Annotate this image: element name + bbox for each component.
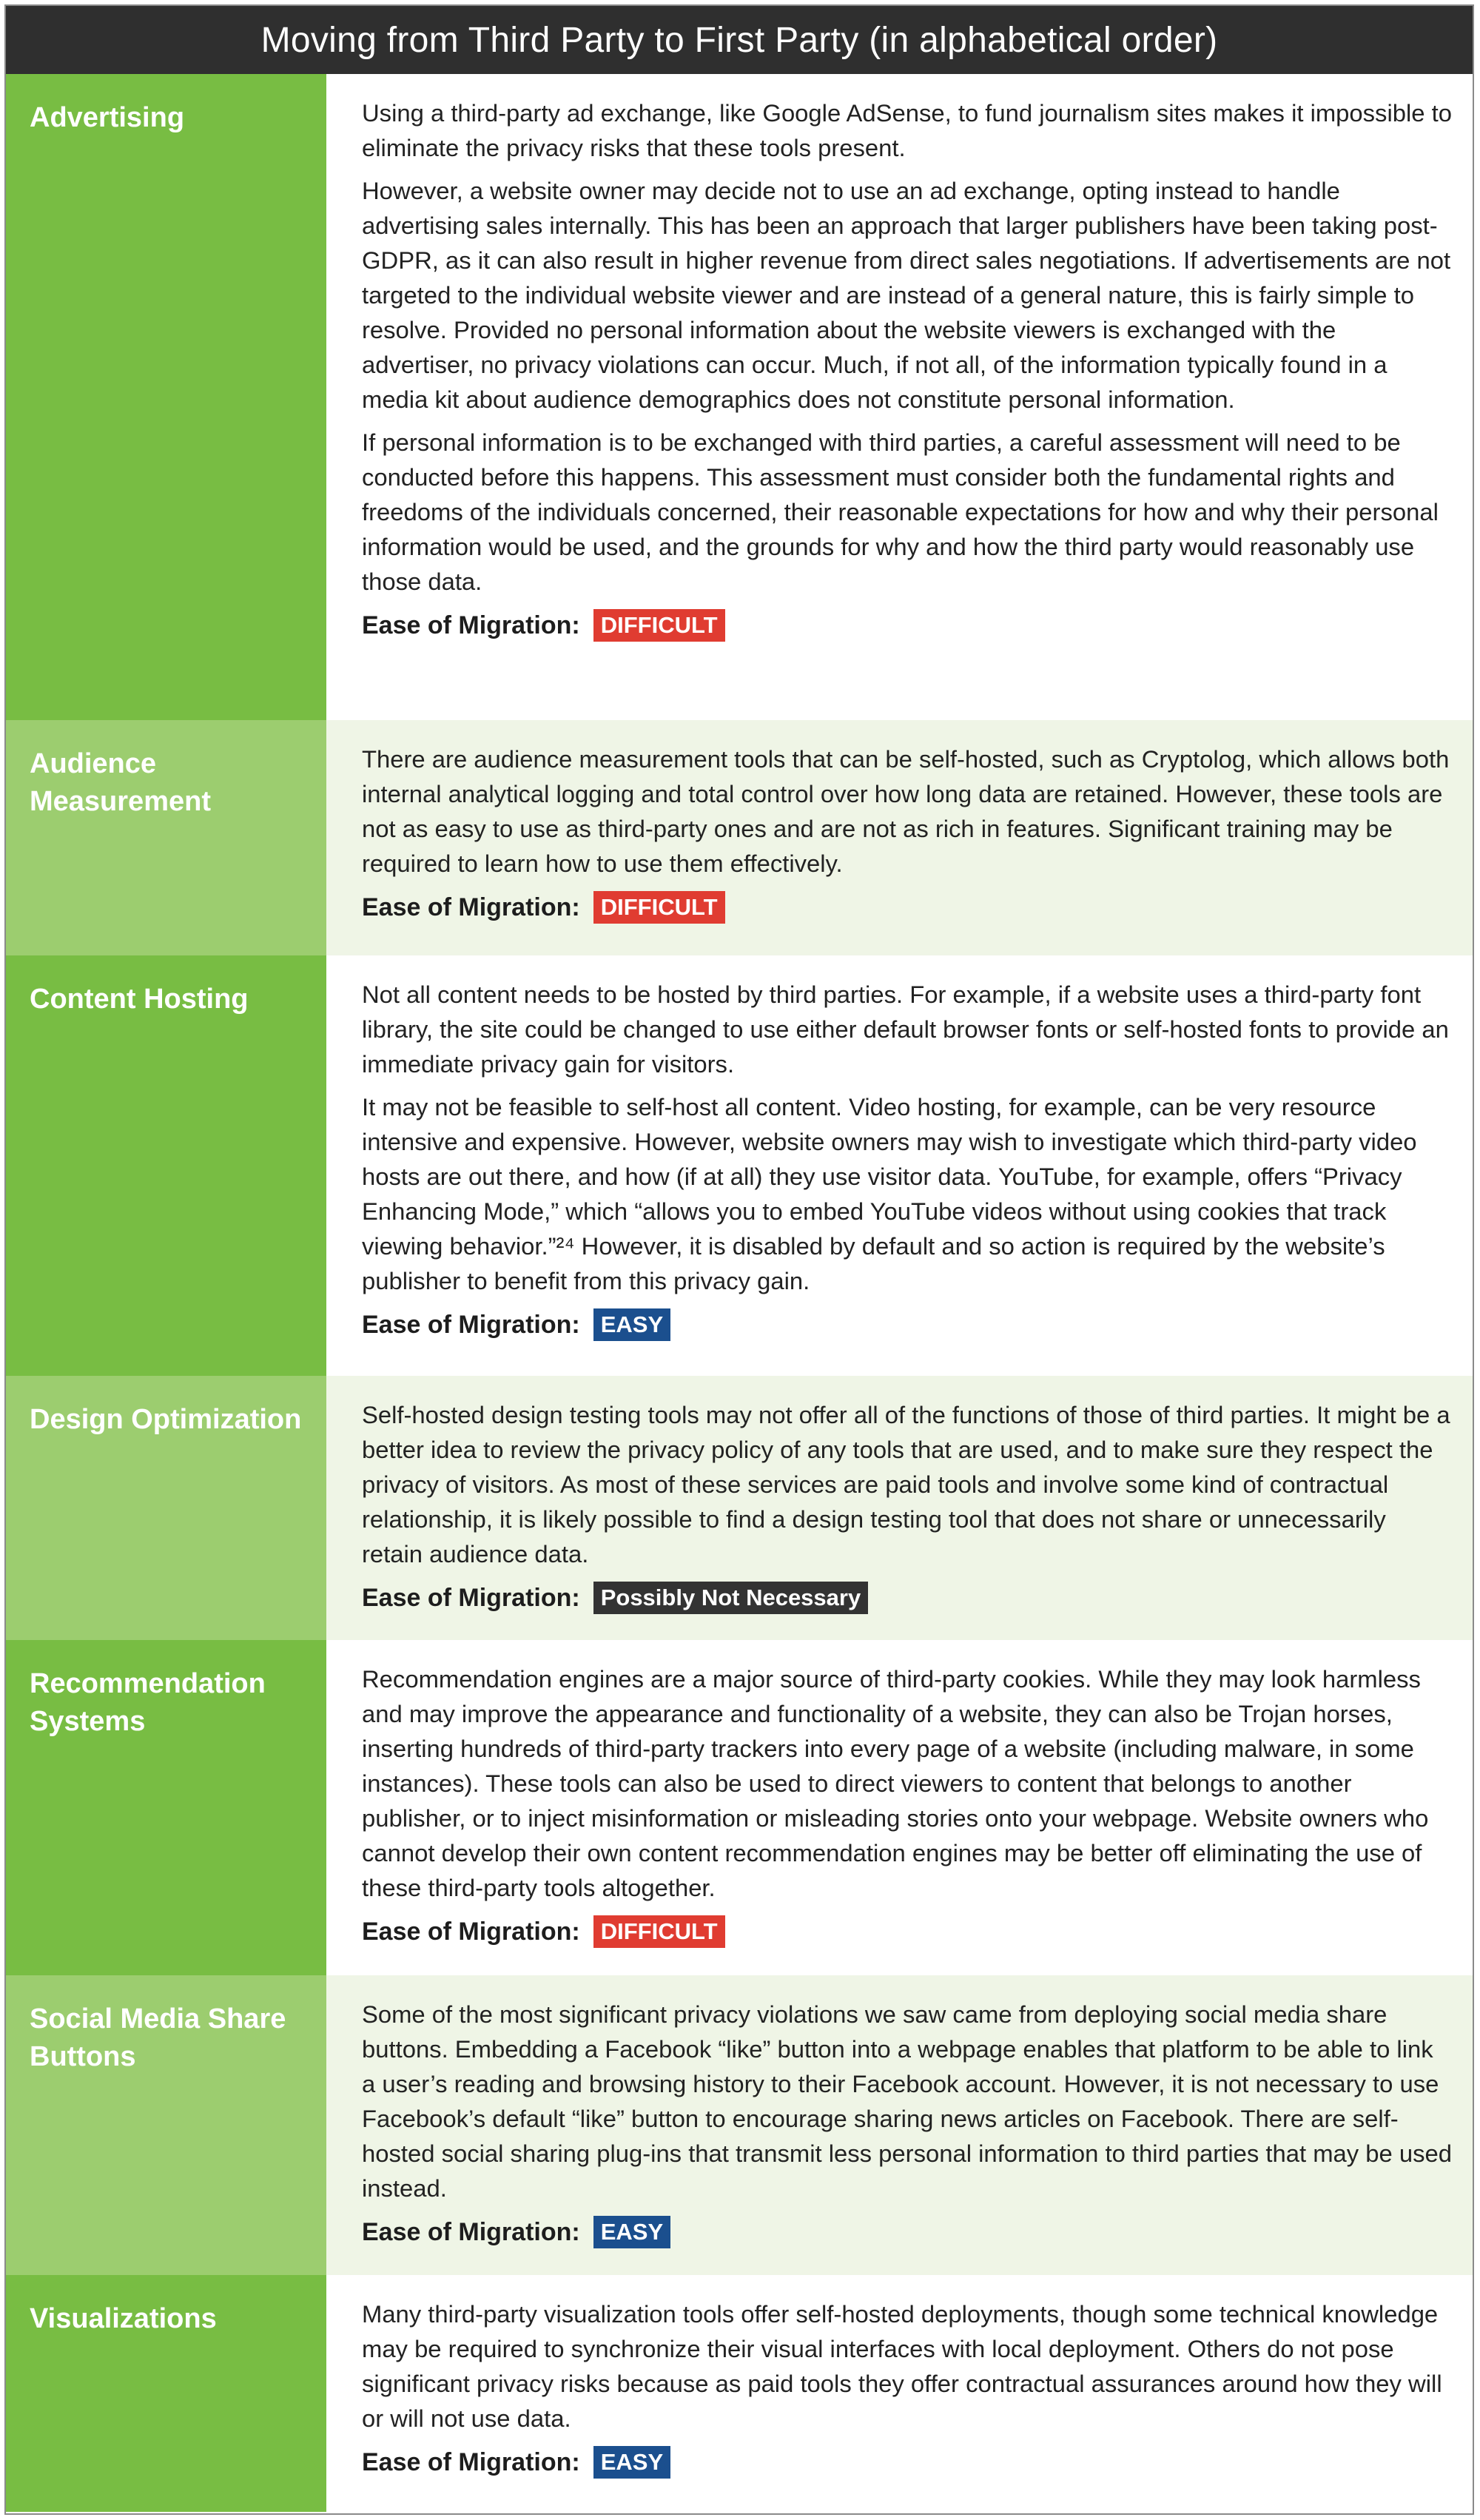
ease-of-migration — [362, 607, 1452, 644]
ease-of-migration — [362, 1579, 1452, 1616]
row-label: Advertising — [6, 74, 326, 720]
paragraph: However, a website owner may decide not to use an ad exchange, opting instead to handle advertising sales internally. This has been an approach that larger publishers have been taking post-GDPR, as it can also result in higher revenue from direct sales negotiations. If advertisements are not targeted to the individual website viewer and are instead of a general nature, this is fairly simple to resolve. Provided no personal information about the website viewers is exchanged with the advertiser, no privacy violations can occur. Much, if not all, of the information typically found in a media kit about audience demographics does not constitute personal information. — [362, 177, 1451, 413]
ease-badge-difficult: DIFFICULT — [593, 1915, 725, 1948]
row-body — [326, 720, 1473, 955]
ease-of-migration — [362, 889, 1452, 926]
ease-badge-possibly-not-necessary: Possibly Not Necessary — [593, 1582, 869, 1614]
ease-label: Ease of Migration: — [362, 1583, 580, 1612]
ease-label: Ease of Migration: — [362, 2217, 580, 2246]
row-body — [326, 955, 1473, 1376]
row-label: Social Media Share Buttons — [6, 1975, 326, 2275]
row-advertising — [6, 74, 1473, 720]
ease-label: Ease of Migration: — [362, 611, 580, 639]
ease-of-migration — [362, 2444, 1452, 2481]
row-social-media-share-buttons — [6, 1975, 1473, 2275]
ease-label: Ease of Migration: — [362, 1917, 580, 1946]
ease-label: Ease of Migration: — [362, 893, 580, 921]
table-body — [6, 74, 1473, 2512]
ease-badge-easy: EASY — [593, 2216, 670, 2248]
ease-of-migration — [362, 1306, 1452, 1343]
paragraph: Not all content needs to be hosted by third parties. For example, if a website uses a third-party font library, the site could be changed to use either default browser fonts or self-hosted fonts to provide an immediate privacy gain for visitors. — [362, 981, 1449, 1078]
row-label: Visualizations — [6, 2275, 326, 2512]
row-body — [326, 2275, 1473, 2512]
ease-label: Ease of Migration: — [362, 1310, 580, 1339]
row-body — [326, 1376, 1473, 1640]
row-body — [326, 1975, 1473, 2275]
row-body — [326, 74, 1473, 720]
row-content-hosting — [6, 955, 1473, 1376]
table-title: Moving from Third Party to First Party (in alphabetical order) — [6, 6, 1473, 74]
paragraph: Self-hosted design testing tools may not offer all of the functions of those of third parties. It might be a better idea to review the privacy policy of any tools that are used, and to make sure they respect the privacy of visitors. As most of these services are paid tools and involve some kind of contractual relationship, it is likely possible to find a design testing tool that does not share or unnecessarily retain audience data. — [362, 1401, 1450, 1568]
row-design-optimization — [6, 1376, 1473, 1640]
paragraph: If personal information is to be exchanged with third parties, a careful assessment will need to be conducted before this happens. This assessment must consider both the fundamental rights and freedoms of the individuals concerned, their reasonable expectations for how and why their personal information would be used, and the grounds for why and how the third party would reasonably use those data. — [362, 429, 1439, 595]
row-recommendation-systems — [6, 1640, 1473, 1975]
row-body — [326, 1640, 1473, 1975]
paragraph: There are audience measurement tools that can be self-hosted, such as Cryptolog, which allows both internal analytical logging and total control over how long data are retained. However, these tools are not as easy to use as third-party ones and are not as rich in features. Significant training may be required to learn how to use them effectively. — [362, 745, 1450, 877]
row-label: Recommendation Systems — [6, 1640, 326, 1975]
row-visualizations — [6, 2275, 1473, 2512]
ease-badge-easy: EASY — [593, 2446, 670, 2479]
ease-of-migration — [362, 1913, 1452, 1950]
ease-badge-difficult: DIFFICULT — [593, 891, 725, 924]
ease-badge-difficult: DIFFICULT — [593, 609, 725, 642]
paragraph: Using a third-party ad exchange, like Google AdSense, to fund journalism sites makes it impossible to eliminate the privacy risks that these tools present. — [362, 99, 1452, 161]
migration-table — [4, 4, 1474, 2515]
row-label: Content Hosting — [6, 955, 326, 1376]
row-label: Design Optimization — [6, 1376, 326, 1640]
row-audience-measurement — [6, 720, 1473, 955]
ease-of-migration — [362, 2214, 1452, 2251]
paragraph: It may not be feasible to self-host all content. Video hosting, for example, can be very resource intensive and expensive. However, website owners may wish to investigate which third-party video hosts are out there, and how (if at all) they use visitor data. YouTube, for example, offers “Privacy Enhancing Mode,” which “allows you to embed YouTube videos without using cookies that track viewing behavior.”²⁴ However, it is disabled by default and so action is required by the website’s publisher to benefit from this privacy gain. — [362, 1093, 1417, 1294]
ease-label: Ease of Migration: — [362, 2447, 580, 2476]
row-label: Audience Measurement — [6, 720, 326, 955]
paragraph: Many third-party visualization tools offer self-hosted deployments, though some technical knowledge may be required to synchronize their visual interfaces with local deployment. Others do not pose significant privacy risks because as paid tools they offer contractual assurances around how they will or will not use data. — [362, 2300, 1442, 2432]
paragraph: Recommendation engines are a major source of third-party cookies. While they may look harmless and may improve the appearance and functionality of a website, they can also be Trojan horses, inserting hundreds of third-party trackers into every page of a website (including malware, in some instances). These tools can also be used to direct viewers to content that belongs to another publisher, or to inject misinformation or misleading stories onto your webpage. Website owners who cannot develop their own content recommendation engines may be better off eliminating the use of these third-party tools altogether. — [362, 1665, 1429, 1901]
paragraph: Some of the most significant privacy violations we saw came from deploying social media share buttons. Embedding a Facebook “like” button into a webpage enables that platform to be able to link a user’s reading and browsing history to their Facebook account. However, it is not necessary to use Facebook’s default “like” button to encourage sharing news articles on Facebook. There are self-hosted social sharing plug-ins that transmit less personal information to third parties that may be used instead. — [362, 2000, 1452, 2202]
ease-badge-easy: EASY — [593, 1308, 670, 1341]
